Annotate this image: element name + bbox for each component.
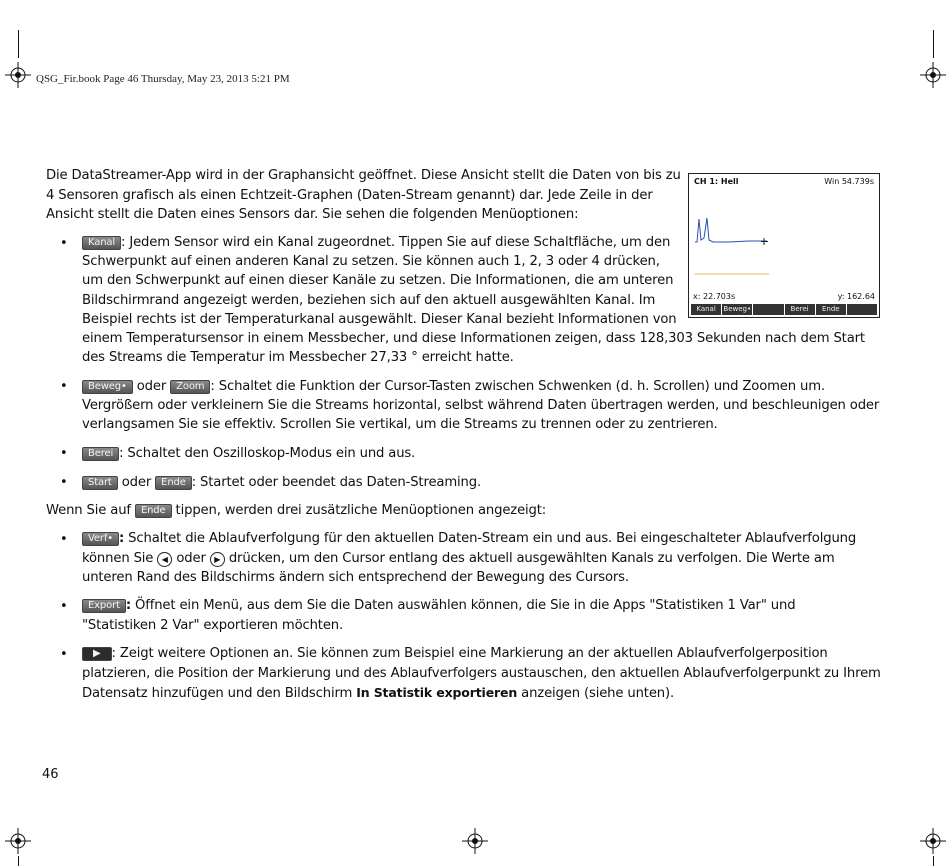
start-line-1: Start oder Ende : Startet oder beendet das Daten-Streaming.: [82, 473, 882, 492]
x-readout: x: 22.703s: [693, 292, 736, 301]
intro-line-2: 4 Sensoren grafisch als einen Echtzeit-Graphen (Daten-Stream genannt) dar. Jede Zeile in der: [46, 188, 653, 203]
cursor-left-icon: ◀: [157, 552, 172, 567]
verf-key: Verf•: [82, 532, 119, 546]
softkey-kanal: Kanal: [691, 304, 721, 315]
softkey-empty: [753, 304, 783, 315]
ende-key: Ende: [155, 476, 192, 490]
play-line-3: Datensatz hinzufügen und den Bildschirm In Statistik exportieren anzeigen (siehe unten).: [82, 685, 675, 701]
bullet-dot: •: [60, 475, 68, 490]
berei-key: Berei: [82, 447, 119, 461]
beweg-line-1: Beweg• oder Zoom : Schaltet die Funktion der Cursor-Tasten zwischen Schwenken (d. h. Scrollen) und Zoomen um.: [82, 377, 882, 396]
trim-line-top-right: [933, 30, 934, 58]
crop-mark-top-right: [920, 62, 946, 88]
bullet-dot: •: [60, 599, 68, 614]
beweg-line-3: verlangsamen Sie sie effektiv. Scrollen Sie vertikal, um die Streams zu trennen oder zu zentrieren.: [82, 417, 718, 432]
bullet-dot: •: [60, 379, 68, 394]
crop-mark-top-left: [5, 62, 31, 88]
softkey-beweg: Beweg•: [723, 305, 752, 313]
softkey-berei: Berei: [785, 304, 815, 315]
page-number: 46: [42, 767, 59, 782]
crop-mark-bottom-center: [462, 828, 488, 854]
crop-mark-bottom-left: [5, 828, 31, 854]
trim-line-bottom-left: [18, 856, 19, 866]
export-line-1: Export : Öffnet ein Menü, aus dem Sie die Daten auswählen können, die Sie in die Apps "Statistiken 1 Var" und: [82, 596, 882, 615]
softkey-empty: [847, 304, 877, 315]
kanal-line-3: um den Schwerpunkt auf einen dieser Kanäle zu setzen. Die Informationen, die am unteren: [82, 273, 674, 288]
zoom-key: Zoom: [170, 380, 210, 394]
kanal-line-6: einem Temperatursensor in einem Messbecher, und diese Informationen zeigen, dass 128,303 Sekunden nach dem Start: [82, 331, 865, 346]
verf-line-2: können Sie ◀ oder ▶ drücken, um den Cursor entlang des aktuell ausgewählten Kanals zu verfolgen. Die Werte am: [82, 551, 835, 566]
intro-line-1: Die DataStreamer-App wird in der Graphansicht geöffnet. Diese Ansicht stellt die Daten von bis zu: [46, 168, 681, 183]
bullet-dot: •: [60, 532, 68, 547]
export-line-2: "Statistiken 2 Var" exportieren möchten.: [82, 618, 344, 633]
softkey-bar: [691, 304, 877, 315]
y-readout: y: 162.64: [837, 292, 875, 301]
kanal-line-7: des Streams die Temperatur im Messbecher 27,33 ° erreicht hatte.: [82, 350, 514, 365]
kanal-line-5: Beispiel rechts ist der Temperaturkanal ausgewählt. Dieser Kanal bezieht Informationen von: [82, 312, 677, 327]
bullet-dot: •: [60, 236, 68, 251]
start-key: Start: [82, 476, 118, 490]
datastreamer-screen: [688, 173, 880, 318]
berei-line-1: Berei : Schaltet den Oszilloskop-Modus ein und aus.: [82, 444, 882, 463]
export-key: Export: [82, 599, 126, 613]
trim-line-top-left: [18, 30, 19, 58]
crop-mark-bottom-right: [920, 828, 946, 854]
kanal-line-2: Schwerpunkt auf einen anderen Kanal zu setzen. Sie können auch 1, 2, 3 oder 4 drücken,: [82, 254, 660, 269]
book-header: QSG_Fir.book Page 46 Thursday, May 23, 2013 5:21 PM: [36, 73, 290, 85]
beweg-line-2: Vergrößern oder verkleinern Sie die Streams horizontal, selbst während Daten übertragen werden, und beschleunigen oder: [82, 398, 880, 413]
play-line-1: ▶ : Zeigt weitere Optionen an. Sie können zum Beispiel eine Markierung an der aktuellen Ablaufverfolgerposition: [82, 644, 882, 663]
channel-label: CH 1: Hell: [694, 177, 739, 186]
cursor-right-icon: ▶: [210, 552, 225, 567]
kanal-line-1: Kanal : Jedem Sensor wird ein Kanal zugeordnet. Tippen Sie auf diese Schaltfläche, um den: [82, 233, 882, 252]
verf-line-1: Verf• : Schaltet die Ablaufverfolgung für den aktuellen Daten-Stream ein und aus. Bei eingeschalteter Ablaufverfolgung: [82, 529, 882, 548]
ende-paragraph: Wenn Sie auf Ende tippen, werden drei zusätzliche Menüoptionen angezeigt:: [46, 503, 547, 518]
intro-line-3: Ansicht stellt die Daten eines Sensors dar. Sie sehen die folgenden Menüoptionen:: [46, 207, 579, 222]
bullet-dot: •: [60, 647, 68, 662]
verf-line-3: unteren Rand des Bildschirms ändern sich entsprechend der Bewegung des Cursors.: [82, 570, 629, 585]
window-label: Win 54.739s: [824, 177, 874, 186]
play-line-2: platzieren, die Position der Markierung und des Ablaufverfolgers austauschen, den aktuellen Ablaufverfolgerpunkt zu Ihrem: [82, 666, 881, 681]
play-key-icon: ▶: [82, 647, 112, 661]
beweg-key: Beweg•: [82, 380, 133, 394]
bullet-dot: •: [60, 446, 68, 461]
ende-key-inline: Ende: [135, 504, 172, 518]
kanal-key: Kanal: [82, 236, 121, 250]
kanal-line-4: Bildschirmrand angezeigt werden, beziehen sich auf den aktuell ausgewählten Kanal. Im: [82, 293, 656, 308]
trim-line-bottom-right: [933, 856, 934, 866]
softkey-ende: Ende: [816, 304, 846, 315]
